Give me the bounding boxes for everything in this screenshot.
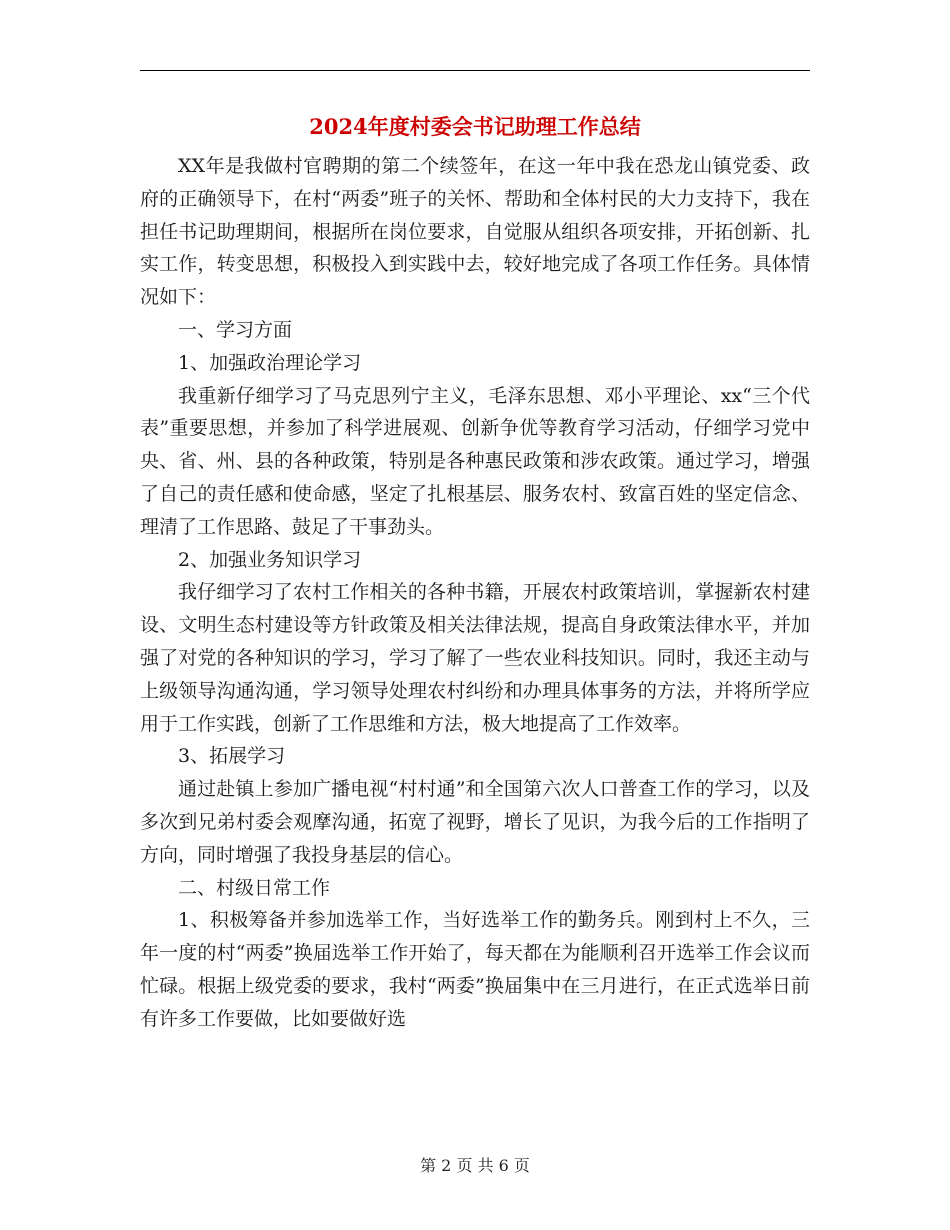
subsection-heading: 2、加强业务知识学习 xyxy=(178,548,362,571)
paragraph: 通过赴镇上参加广播电视“村村通”和全国第六次人口普查工作的学习，以及多次到兄弟村委会观摩沟通，拓宽了视野，增长了见识，为我今后的工作指明了方向，同时增强了我投身基层的信心。 xyxy=(140,778,810,866)
document-body xyxy=(140,150,810,1036)
section-heading: 一、学习方面 xyxy=(178,318,293,341)
page-number-footer: 第 2 页 共 6 页 xyxy=(420,1156,530,1175)
header-rule xyxy=(140,70,810,71)
subsection-heading: 3、拓展学习 xyxy=(178,745,286,768)
paragraph: XX年是我做村官聘期的第二个续签年，在这一年中我在恐龙山镇党委、政府的正确领导下，在村“两委”班子的关怀、帮助和全体村民的大力支持下，我在担任书记助理期间，根据所在岗位要求，自觉服从组织各项安排，开拓创新、扎实工作，转变思想，积极投入到实践中去，较好地完成了各项工作任务。具体情况如下： xyxy=(140,155,810,309)
paragraph: 我仔细学习了农村工作相关的各种书籍，开展农村政策培训，掌握新农村建设、文明生态村建设等方针政策及相关法律法规，提高自身政策法律水平，并加强了对党的各种知识的学习，学习了解了一些农业科技知识。同时，我还主动与上级领导沟通沟通，学习领导处理农村纠纷和办理具体事务的方法，并将所学应用于工作实践，创新了工作思维和方法，极大地提高了工作效率。 xyxy=(140,581,810,735)
subsection-heading: 1、加强政治理论学习 xyxy=(178,351,362,374)
section-heading: 二、村级日常工作 xyxy=(178,876,331,899)
document-title: 2024年度村委会书记助理工作总结 xyxy=(309,114,641,139)
paragraph: 1、积极筹备并参加选举工作，当好选举工作的勤务兵。刚到村上不久，三年一度的村“两委”换届选举工作开始了，每天都在为能顺利召开选举工作会议而忙碌。根据上级党委的要求，我村“两委”换届集中在三月进行，在正式选举日前有许多工作要做，比如要做好选 xyxy=(140,909,810,1030)
paragraph: 我重新仔细学习了马克思列宁主义，毛泽东思想、邓小平理论、xx“三个代表”重要思想，并参加了科学进展观、创新争优等教育学习活动，仔细学习党中央、省、州、县的各种政策，特别是各种惠民政策和涉农政策。通过学习，增强了自己的责任感和使命感，坚定了扎根基层、服务农村、致富百姓的坚定信念、理清了工作思路、鼓足了干事劲头。 xyxy=(140,384,810,538)
